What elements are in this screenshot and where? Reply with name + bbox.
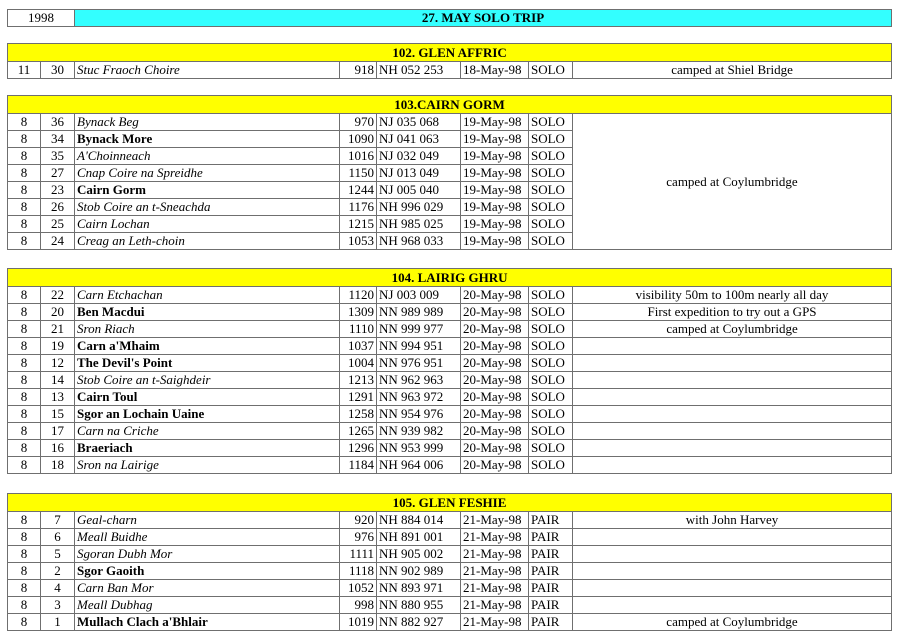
route-number: 8 bbox=[8, 131, 41, 148]
party-type: SOLO bbox=[529, 457, 573, 474]
grid-reference: NH 891 001 bbox=[377, 529, 461, 546]
hill-name: Meall Buidhe bbox=[75, 529, 340, 546]
hill-height: 1296 bbox=[340, 440, 377, 457]
trip-note: camped at Coylumbridge bbox=[573, 614, 892, 631]
ascent-date: 20-May-98 bbox=[461, 304, 529, 321]
grid-reference: NH 985 025 bbox=[377, 216, 461, 233]
grid-reference: NN 962 963 bbox=[377, 372, 461, 389]
hill-height: 970 bbox=[340, 114, 377, 131]
grid-reference: NN 954 976 bbox=[377, 406, 461, 423]
trip-title: 27. MAY SOLO TRIP bbox=[75, 10, 892, 27]
hill-number: 3 bbox=[41, 597, 75, 614]
hill-height: 998 bbox=[340, 597, 377, 614]
section-table bbox=[7, 268, 892, 474]
hill-height: 920 bbox=[340, 512, 377, 529]
route-number: 8 bbox=[8, 423, 41, 440]
hill-name: Stob Coire an t-Saighdeir bbox=[75, 372, 340, 389]
grid-reference: NN 994 951 bbox=[377, 338, 461, 355]
hill-height: 1090 bbox=[340, 131, 377, 148]
route-number: 8 bbox=[8, 406, 41, 423]
hill-number: 34 bbox=[41, 131, 75, 148]
hill-height: 1004 bbox=[340, 355, 377, 372]
hill-number: 36 bbox=[41, 114, 75, 131]
party-type: SOLO bbox=[529, 165, 573, 182]
hill-height: 918 bbox=[340, 62, 377, 79]
grid-reference: NN 999 977 bbox=[377, 321, 461, 338]
hill-name: Stob Coire an t-Sneachda bbox=[75, 199, 340, 216]
section-table bbox=[7, 43, 892, 79]
hill-name: Mullach Clach a'Bhlair bbox=[75, 614, 340, 631]
hill-name: Sgoran Dubh Mor bbox=[75, 546, 340, 563]
hill-name: Cairn Lochan bbox=[75, 216, 340, 233]
trip-note: with John Harvey bbox=[573, 512, 892, 529]
section-title: 102. GLEN AFFRIC bbox=[8, 44, 892, 62]
hill-height: 1053 bbox=[340, 233, 377, 250]
hill-height: 1110 bbox=[340, 321, 377, 338]
hill-number: 12 bbox=[41, 355, 75, 372]
hill-number: 17 bbox=[41, 423, 75, 440]
route-number: 8 bbox=[8, 287, 41, 304]
trip-note bbox=[573, 580, 892, 597]
ascent-date: 21-May-98 bbox=[461, 563, 529, 580]
route-number: 8 bbox=[8, 165, 41, 182]
grid-reference: NN 963 972 bbox=[377, 389, 461, 406]
table-row bbox=[8, 563, 892, 580]
hill-number: 1 bbox=[41, 614, 75, 631]
party-type: SOLO bbox=[529, 338, 573, 355]
hill-height: 1037 bbox=[340, 338, 377, 355]
trip-note: visibility 50m to 100m nearly all day bbox=[573, 287, 892, 304]
ascent-date: 19-May-98 bbox=[461, 216, 529, 233]
route-number: 8 bbox=[8, 148, 41, 165]
hill-number: 7 bbox=[41, 512, 75, 529]
ascent-date: 21-May-98 bbox=[461, 597, 529, 614]
hill-height: 1291 bbox=[340, 389, 377, 406]
hill-name: Carn Ban Mor bbox=[75, 580, 340, 597]
hill-name: Stuc Fraoch Choire bbox=[75, 62, 340, 79]
party-type: PAIR bbox=[529, 529, 573, 546]
hill-height: 1258 bbox=[340, 406, 377, 423]
party-type: SOLO bbox=[529, 114, 573, 131]
hill-number: 19 bbox=[41, 338, 75, 355]
grid-reference: NH 968 033 bbox=[377, 233, 461, 250]
table-row bbox=[8, 614, 892, 631]
route-number: 8 bbox=[8, 457, 41, 474]
route-number: 8 bbox=[8, 440, 41, 457]
party-type: PAIR bbox=[529, 512, 573, 529]
hill-number: 16 bbox=[41, 440, 75, 457]
ascent-date: 21-May-98 bbox=[461, 580, 529, 597]
grid-reference: NN 976 951 bbox=[377, 355, 461, 372]
party-type: PAIR bbox=[529, 563, 573, 580]
hill-name: Sron Riach bbox=[75, 321, 340, 338]
ascent-date: 18-May-98 bbox=[461, 62, 529, 79]
section-header-row bbox=[8, 494, 892, 512]
ascent-date: 19-May-98 bbox=[461, 114, 529, 131]
table-row bbox=[8, 440, 892, 457]
ascent-date: 20-May-98 bbox=[461, 338, 529, 355]
hill-number: 23 bbox=[41, 182, 75, 199]
grid-reference: NJ 041 063 bbox=[377, 131, 461, 148]
route-number: 8 bbox=[8, 512, 41, 529]
route-number: 8 bbox=[8, 114, 41, 131]
ascent-date: 19-May-98 bbox=[461, 148, 529, 165]
hill-name: Carn a'Mhaim bbox=[75, 338, 340, 355]
grid-reference: NN 989 989 bbox=[377, 304, 461, 321]
trip-note bbox=[573, 529, 892, 546]
table-row bbox=[8, 321, 892, 338]
trip-note bbox=[573, 423, 892, 440]
hill-number: 14 bbox=[41, 372, 75, 389]
hill-name: Ben Macdui bbox=[75, 304, 340, 321]
table-row bbox=[8, 304, 892, 321]
trip-header-table bbox=[7, 9, 892, 27]
hill-name: Sgor an Lochain Uaine bbox=[75, 406, 340, 423]
trip-note bbox=[573, 440, 892, 457]
route-number: 8 bbox=[8, 389, 41, 406]
grid-reference: NH 052 253 bbox=[377, 62, 461, 79]
ascent-date: 21-May-98 bbox=[461, 512, 529, 529]
grid-reference: NJ 003 009 bbox=[377, 287, 461, 304]
table-row bbox=[8, 338, 892, 355]
trip-note bbox=[573, 338, 892, 355]
ascent-date: 20-May-98 bbox=[461, 355, 529, 372]
hill-height: 1150 bbox=[340, 165, 377, 182]
grid-reference: NH 905 002 bbox=[377, 546, 461, 563]
section-title: 105. GLEN FESHIE bbox=[8, 494, 892, 512]
section-title: 103.CAIRN GORM bbox=[8, 96, 892, 114]
hill-number: 2 bbox=[41, 563, 75, 580]
hill-name: The Devil's Point bbox=[75, 355, 340, 372]
hill-name: Bynack Beg bbox=[75, 114, 340, 131]
trip-note bbox=[573, 389, 892, 406]
hill-height: 1019 bbox=[340, 614, 377, 631]
grid-reference: NJ 032 049 bbox=[377, 148, 461, 165]
hill-number: 6 bbox=[41, 529, 75, 546]
grid-reference: NN 902 989 bbox=[377, 563, 461, 580]
ascent-date: 20-May-98 bbox=[461, 372, 529, 389]
route-number: 8 bbox=[8, 614, 41, 631]
hill-number: 27 bbox=[41, 165, 75, 182]
route-number: 11 bbox=[8, 62, 41, 79]
ascent-date: 20-May-98 bbox=[461, 389, 529, 406]
trip-note: camped at Coylumbridge bbox=[573, 114, 892, 250]
route-number: 8 bbox=[8, 372, 41, 389]
party-type: SOLO bbox=[529, 406, 573, 423]
hill-number: 22 bbox=[41, 287, 75, 304]
hill-number: 15 bbox=[41, 406, 75, 423]
table-row bbox=[8, 389, 892, 406]
section-header-row bbox=[8, 44, 892, 62]
table-row bbox=[8, 62, 892, 79]
route-number: 8 bbox=[8, 355, 41, 372]
trip-note bbox=[573, 355, 892, 372]
grid-reference: NJ 035 068 bbox=[377, 114, 461, 131]
party-type: PAIR bbox=[529, 546, 573, 563]
route-number: 8 bbox=[8, 199, 41, 216]
hill-name: Carn Etchachan bbox=[75, 287, 340, 304]
hill-name: Carn na Criche bbox=[75, 423, 340, 440]
hill-number: 21 bbox=[41, 321, 75, 338]
section-header-row bbox=[8, 96, 892, 114]
hill-height: 1111 bbox=[340, 546, 377, 563]
grid-reference: NN 880 955 bbox=[377, 597, 461, 614]
trip-note: camped at Coylumbridge bbox=[573, 321, 892, 338]
ascent-date: 21-May-98 bbox=[461, 614, 529, 631]
hill-height: 1176 bbox=[340, 199, 377, 216]
hill-name: Geal-charn bbox=[75, 512, 340, 529]
section-table bbox=[7, 95, 892, 250]
route-number: 8 bbox=[8, 529, 41, 546]
section-title: 104. LAIRIG GHRU bbox=[8, 269, 892, 287]
hill-name: Cairn Toul bbox=[75, 389, 340, 406]
ascent-date: 21-May-98 bbox=[461, 529, 529, 546]
party-type: SOLO bbox=[529, 389, 573, 406]
party-type: SOLO bbox=[529, 216, 573, 233]
ascent-date: 19-May-98 bbox=[461, 165, 529, 182]
hill-height: 1184 bbox=[340, 457, 377, 474]
hill-height: 976 bbox=[340, 529, 377, 546]
route-number: 8 bbox=[8, 597, 41, 614]
table-row bbox=[8, 457, 892, 474]
ascent-date: 20-May-98 bbox=[461, 321, 529, 338]
table-row bbox=[8, 114, 892, 131]
hill-height: 1213 bbox=[340, 372, 377, 389]
ascent-date: 21-May-98 bbox=[461, 546, 529, 563]
grid-reference: NH 964 006 bbox=[377, 457, 461, 474]
table-row bbox=[8, 355, 892, 372]
route-number: 8 bbox=[8, 182, 41, 199]
route-number: 8 bbox=[8, 563, 41, 580]
party-type: SOLO bbox=[529, 199, 573, 216]
table-row bbox=[8, 529, 892, 546]
hill-number: 20 bbox=[41, 304, 75, 321]
trip-note: camped at Shiel Bridge bbox=[573, 62, 892, 79]
route-number: 8 bbox=[8, 546, 41, 563]
hill-number: 25 bbox=[41, 216, 75, 233]
trip-note bbox=[573, 563, 892, 580]
route-number: 8 bbox=[8, 321, 41, 338]
hill-number: 18 bbox=[41, 457, 75, 474]
ascent-date: 20-May-98 bbox=[461, 287, 529, 304]
grid-reference: NN 882 927 bbox=[377, 614, 461, 631]
hill-height: 1265 bbox=[340, 423, 377, 440]
party-type: PAIR bbox=[529, 580, 573, 597]
ascent-date: 20-May-98 bbox=[461, 440, 529, 457]
grid-reference: NH 996 029 bbox=[377, 199, 461, 216]
trip-year: 1998 bbox=[8, 10, 75, 27]
party-type: SOLO bbox=[529, 321, 573, 338]
route-number: 8 bbox=[8, 233, 41, 250]
hill-name: Meall Dubhag bbox=[75, 597, 340, 614]
party-type: SOLO bbox=[529, 423, 573, 440]
hill-name: Cnap Coire na Spreidhe bbox=[75, 165, 340, 182]
hill-height: 1244 bbox=[340, 182, 377, 199]
ascent-date: 20-May-98 bbox=[461, 423, 529, 440]
trip-note bbox=[573, 372, 892, 389]
party-type: SOLO bbox=[529, 148, 573, 165]
trip-note: First expedition to try out a GPS bbox=[573, 304, 892, 321]
hill-name: Braeriach bbox=[75, 440, 340, 457]
hill-number: 35 bbox=[41, 148, 75, 165]
hill-number: 13 bbox=[41, 389, 75, 406]
ascent-date: 19-May-98 bbox=[461, 182, 529, 199]
route-number: 8 bbox=[8, 338, 41, 355]
section-table bbox=[7, 493, 892, 631]
party-type: SOLO bbox=[529, 287, 573, 304]
ascent-date: 19-May-98 bbox=[461, 131, 529, 148]
grid-reference: NJ 005 040 bbox=[377, 182, 461, 199]
table-row bbox=[8, 580, 892, 597]
grid-reference: NJ 013 049 bbox=[377, 165, 461, 182]
grid-reference: NN 939 982 bbox=[377, 423, 461, 440]
hill-height: 1118 bbox=[340, 563, 377, 580]
table-row bbox=[8, 287, 892, 304]
party-type: SOLO bbox=[529, 62, 573, 79]
table-row bbox=[8, 597, 892, 614]
hill-number: 4 bbox=[41, 580, 75, 597]
party-type: SOLO bbox=[529, 233, 573, 250]
grid-reference: NN 953 999 bbox=[377, 440, 461, 457]
party-type: PAIR bbox=[529, 597, 573, 614]
hill-name: Creag an Leth-choin bbox=[75, 233, 340, 250]
hill-number: 30 bbox=[41, 62, 75, 79]
trip-note bbox=[573, 546, 892, 563]
party-type: PAIR bbox=[529, 614, 573, 631]
grid-reference: NN 893 971 bbox=[377, 580, 461, 597]
route-number: 8 bbox=[8, 216, 41, 233]
trip-note bbox=[573, 406, 892, 423]
table-row bbox=[8, 512, 892, 529]
hill-name: Sgor Gaoith bbox=[75, 563, 340, 580]
trip-note bbox=[573, 457, 892, 474]
table-row bbox=[8, 406, 892, 423]
party-type: SOLO bbox=[529, 182, 573, 199]
trip-header-row bbox=[8, 10, 892, 27]
route-number: 8 bbox=[8, 580, 41, 597]
hill-number: 24 bbox=[41, 233, 75, 250]
hill-height: 1120 bbox=[340, 287, 377, 304]
route-number: 8 bbox=[8, 304, 41, 321]
ascent-date: 20-May-98 bbox=[461, 406, 529, 423]
party-type: SOLO bbox=[529, 355, 573, 372]
party-type: SOLO bbox=[529, 440, 573, 457]
hill-height: 1309 bbox=[340, 304, 377, 321]
grid-reference: NH 884 014 bbox=[377, 512, 461, 529]
table-row bbox=[8, 423, 892, 440]
ascent-date: 19-May-98 bbox=[461, 199, 529, 216]
table-row bbox=[8, 372, 892, 389]
ascent-date: 19-May-98 bbox=[461, 233, 529, 250]
hill-name: Cairn Gorm bbox=[75, 182, 340, 199]
ascent-date: 20-May-98 bbox=[461, 457, 529, 474]
hill-height: 1215 bbox=[340, 216, 377, 233]
hill-height: 1052 bbox=[340, 580, 377, 597]
hill-height: 1016 bbox=[340, 148, 377, 165]
hill-name: Sron na Lairige bbox=[75, 457, 340, 474]
hill-name: A'Choinneach bbox=[75, 148, 340, 165]
party-type: SOLO bbox=[529, 372, 573, 389]
party-type: SOLO bbox=[529, 131, 573, 148]
party-type: SOLO bbox=[529, 304, 573, 321]
section-header-row bbox=[8, 269, 892, 287]
trip-note bbox=[573, 597, 892, 614]
hill-number: 5 bbox=[41, 546, 75, 563]
hill-name: Bynack More bbox=[75, 131, 340, 148]
hill-number: 26 bbox=[41, 199, 75, 216]
table-row bbox=[8, 546, 892, 563]
